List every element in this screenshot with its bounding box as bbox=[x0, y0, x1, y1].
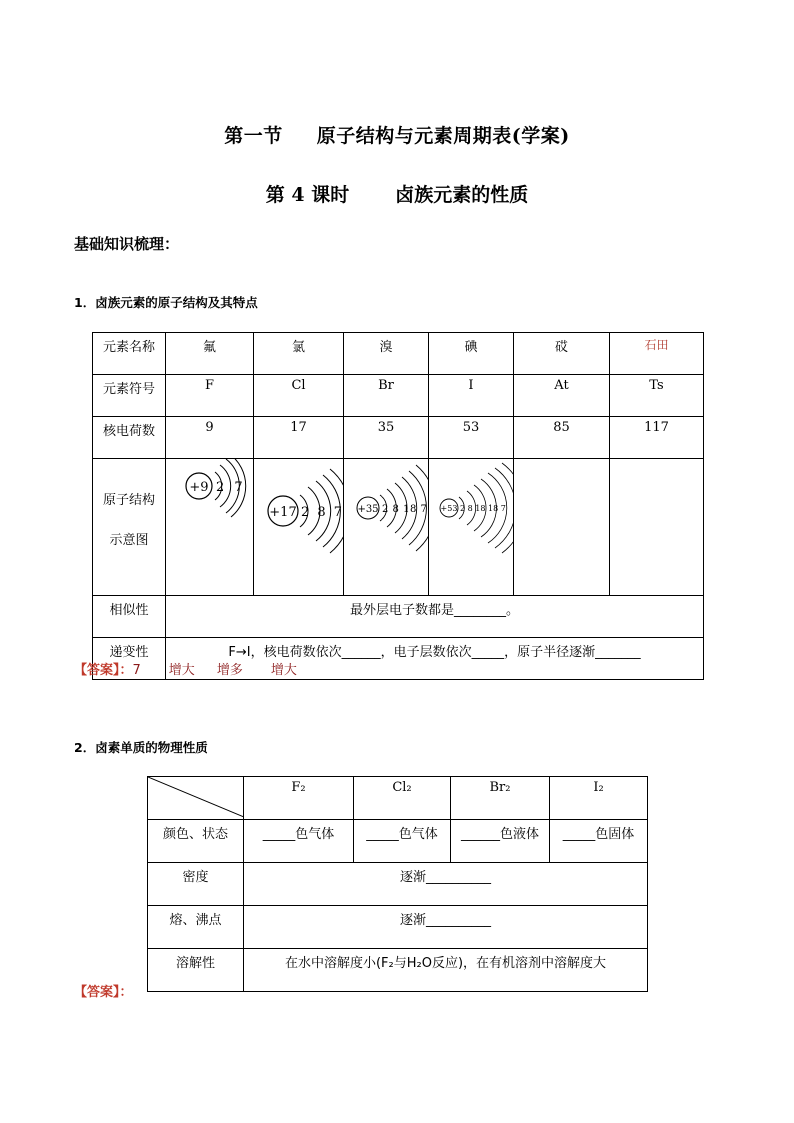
column-header: Br₂ bbox=[451, 777, 550, 820]
shell-electrons: 2 8 18 7 bbox=[382, 504, 428, 515]
answer-value: 增大 bbox=[270, 663, 297, 678]
header-corner-cell bbox=[148, 777, 244, 820]
structure-cell-br bbox=[344, 459, 429, 596]
color-state-cell: _____色气体 bbox=[354, 820, 451, 863]
answer-label: 【答案】： bbox=[74, 663, 133, 678]
table-row bbox=[148, 777, 648, 820]
shell-electrons: 2 8 7 bbox=[301, 505, 344, 520]
structure-cell-i bbox=[429, 459, 514, 596]
diagonal-line bbox=[148, 777, 244, 817]
answer-value: 增多 bbox=[216, 663, 243, 678]
nucleus-label: +9 bbox=[189, 480, 209, 495]
row-label: 熔、沸点 bbox=[148, 906, 244, 949]
table-row bbox=[148, 820, 648, 863]
structure-cell-ts bbox=[610, 459, 704, 596]
physical-properties-table bbox=[147, 776, 648, 992]
subtitle-part2: 卤族元素的性质 bbox=[395, 184, 529, 206]
row-label bbox=[93, 459, 166, 596]
element-name: 石田 bbox=[610, 333, 704, 375]
column-header: I₂ bbox=[550, 777, 648, 820]
element-symbol: F bbox=[166, 375, 254, 417]
question-1-title: 1．卤族元素的原子结构及其特点 bbox=[74, 295, 258, 310]
row-label: 密度 bbox=[148, 863, 244, 906]
table-row bbox=[93, 417, 704, 459]
nucleus-label: +53 bbox=[440, 504, 458, 513]
similarity-text: 最外层电子数都是________。 bbox=[166, 596, 704, 638]
chlorine-structure-diagram bbox=[254, 459, 344, 569]
atomic-structure-table bbox=[92, 332, 704, 680]
title-part2: 原子结构与元素周期表(学案) bbox=[316, 125, 570, 147]
element-name: 溴 bbox=[344, 333, 429, 375]
answer-label: 【答案】： bbox=[74, 985, 133, 1000]
element-symbol: At bbox=[514, 375, 610, 417]
nuclear-charge: 17 bbox=[254, 417, 344, 459]
answer-value: 增大 bbox=[168, 663, 195, 678]
row-label: 核电荷数 bbox=[93, 417, 166, 459]
shell-electrons: 2 7 bbox=[216, 480, 246, 495]
color-state-cell: _____色气体 bbox=[244, 820, 354, 863]
structure-cell-cl bbox=[254, 459, 344, 596]
question-2-title: 2．卤素单质的物理性质 bbox=[74, 740, 208, 755]
row-label: 元素符号 bbox=[93, 375, 166, 417]
table-row bbox=[148, 863, 648, 906]
answer-1 bbox=[74, 659, 297, 678]
nuclear-charge: 35 bbox=[344, 417, 429, 459]
section-heading: 基础知识梳理： bbox=[74, 235, 180, 253]
nucleus-label: +35 bbox=[357, 504, 379, 515]
element-name: 氟 bbox=[166, 333, 254, 375]
answer-value: 7 bbox=[132, 663, 141, 678]
structure-cell-at bbox=[514, 459, 610, 596]
element-name: 砹 bbox=[514, 333, 610, 375]
table-row bbox=[93, 333, 704, 375]
nuclear-charge: 9 bbox=[166, 417, 254, 459]
density-text: 逐渐__________ bbox=[244, 863, 648, 906]
table-row bbox=[148, 949, 648, 992]
table-row bbox=[93, 375, 704, 417]
bromine-structure-diagram bbox=[344, 459, 429, 569]
table-row bbox=[148, 906, 648, 949]
nucleus-label: +17 bbox=[269, 505, 297, 520]
color-state-cell: _____色固体 bbox=[550, 820, 648, 863]
element-name: 碘 bbox=[429, 333, 514, 375]
element-symbol: Cl bbox=[254, 375, 344, 417]
row-label: 元素名称 bbox=[93, 333, 166, 375]
column-header: F₂ bbox=[244, 777, 354, 820]
row-label: 递变性 bbox=[93, 638, 166, 680]
answer-2 bbox=[74, 981, 133, 1000]
element-symbol: Ts bbox=[610, 375, 704, 417]
element-symbol: Br bbox=[344, 375, 429, 417]
shell-electrons: 2 8 18 18 7 bbox=[460, 504, 506, 513]
column-header: Cl₂ bbox=[354, 777, 451, 820]
iodine-structure-diagram bbox=[429, 459, 514, 569]
color-state-cell: ______色液体 bbox=[451, 820, 550, 863]
title-part1: 第一节 bbox=[224, 125, 283, 147]
structure-label-line2: 示意图 bbox=[109, 533, 149, 548]
table-row bbox=[93, 459, 704, 596]
structure-cell-f bbox=[166, 459, 254, 596]
nuclear-charge: 53 bbox=[429, 417, 514, 459]
page-title bbox=[0, 121, 794, 148]
element-symbol: I bbox=[429, 375, 514, 417]
element-name: 氯 bbox=[254, 333, 344, 375]
row-label: 颜色、状态 bbox=[148, 820, 244, 863]
nuclear-charge: 85 bbox=[514, 417, 610, 459]
nuclear-charge: 117 bbox=[610, 417, 704, 459]
structure-label-line1: 原子结构 bbox=[102, 493, 155, 508]
row-label: 溶解性 bbox=[148, 949, 244, 992]
fluorine-structure-diagram bbox=[166, 459, 252, 569]
melting-text: 逐渐__________ bbox=[244, 906, 648, 949]
solubility-text: 在水中溶解度小(F₂与H₂O反应)，在有机溶剂中溶解度大 bbox=[244, 949, 648, 992]
subtitle-part1: 第 4 课时 bbox=[265, 184, 350, 206]
table-row bbox=[93, 596, 704, 638]
row-label: 相似性 bbox=[93, 596, 166, 638]
page-subtitle bbox=[0, 180, 794, 207]
trend-text: F→I，核电荷数依次______，电子层数依次_____，原子半径逐渐_______ bbox=[166, 638, 704, 680]
